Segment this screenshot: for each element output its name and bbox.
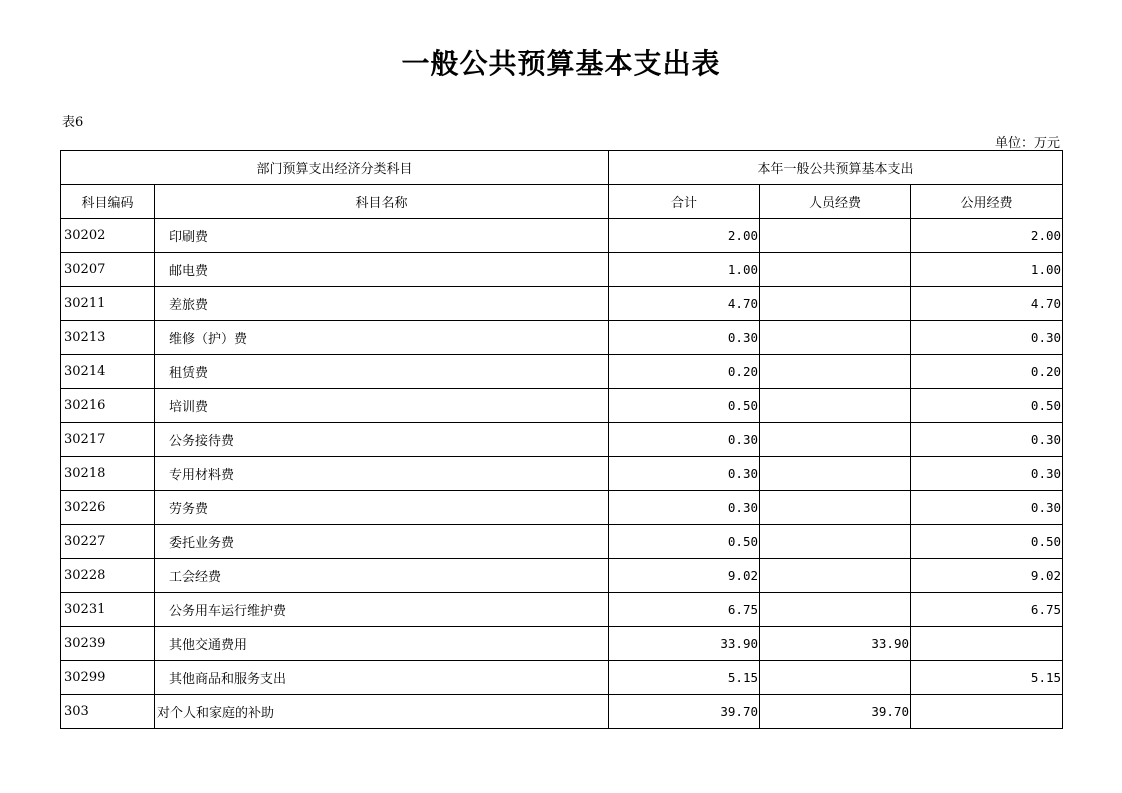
row-public: 0.20	[911, 355, 1063, 389]
table-row	[61, 491, 1063, 525]
row-code: 30217	[61, 423, 155, 457]
row-personnel	[760, 219, 911, 253]
row-code: 30213	[61, 321, 155, 355]
header-column-row	[61, 185, 1063, 219]
row-name: 租赁费	[155, 355, 609, 389]
row-personnel	[760, 457, 911, 491]
row-name: 其他交通费用	[155, 627, 609, 661]
header-group-row	[61, 151, 1063, 185]
row-public: 0.30	[911, 491, 1063, 525]
row-total: 0.30	[609, 423, 760, 457]
budget-table	[60, 150, 1063, 729]
table-row	[61, 525, 1063, 559]
row-name: 专用材料费	[155, 457, 609, 491]
row-total: 5.15	[609, 661, 760, 695]
row-personnel: 39.70	[760, 695, 911, 729]
row-public: 0.50	[911, 525, 1063, 559]
header-name: 科目名称	[155, 185, 609, 219]
row-name: 印刷费	[155, 219, 609, 253]
row-name: 公务用车运行维护费	[155, 593, 609, 627]
row-code: 30228	[61, 559, 155, 593]
row-name: 培训费	[155, 389, 609, 423]
row-total: 0.30	[609, 491, 760, 525]
row-code: 30231	[61, 593, 155, 627]
row-total: 2.00	[609, 219, 760, 253]
row-public: 1.00	[911, 253, 1063, 287]
table-row	[61, 593, 1063, 627]
row-public	[911, 627, 1063, 661]
row-code: 30202	[61, 219, 155, 253]
row-code: 30207	[61, 253, 155, 287]
table-number: 表6	[62, 115, 84, 130]
row-name: 委托业务费	[155, 525, 609, 559]
row-code: 30211	[61, 287, 155, 321]
row-public: 5.15	[911, 661, 1063, 695]
table-row	[61, 355, 1063, 389]
row-total: 0.30	[609, 457, 760, 491]
row-personnel	[760, 491, 911, 525]
row-public: 0.30	[911, 457, 1063, 491]
row-personnel	[760, 321, 911, 355]
row-personnel: 33.90	[760, 627, 911, 661]
row-code: 30239	[61, 627, 155, 661]
row-name: 劳务费	[155, 491, 609, 525]
row-name: 公务接待费	[155, 423, 609, 457]
row-total: 9.02	[609, 559, 760, 593]
row-public: 9.02	[911, 559, 1063, 593]
row-personnel	[760, 593, 911, 627]
row-total: 0.30	[609, 321, 760, 355]
row-public	[911, 695, 1063, 729]
row-code: 30227	[61, 525, 155, 559]
row-code: 30299	[61, 661, 155, 695]
header-total: 合计	[609, 185, 760, 219]
row-total: 6.75	[609, 593, 760, 627]
header-basic-expenditure: 本年一般公共预算基本支出	[609, 151, 1063, 185]
table-row	[61, 661, 1063, 695]
header-classification: 部门预算支出经济分类科目	[61, 151, 609, 185]
row-public: 6.75	[911, 593, 1063, 627]
row-personnel	[760, 287, 911, 321]
row-total: 1.00	[609, 253, 760, 287]
table-row	[61, 423, 1063, 457]
row-code: 303	[61, 695, 155, 729]
row-personnel	[760, 525, 911, 559]
row-name: 工会经费	[155, 559, 609, 593]
header-personnel: 人员经费	[760, 185, 911, 219]
row-personnel	[760, 389, 911, 423]
row-total: 4.70	[609, 287, 760, 321]
row-personnel	[760, 355, 911, 389]
row-public: 2.00	[911, 219, 1063, 253]
row-public: 0.30	[911, 321, 1063, 355]
row-name: 其他商品和服务支出	[155, 661, 609, 695]
row-total: 0.20	[609, 355, 760, 389]
row-code: 30226	[61, 491, 155, 525]
table-row	[61, 695, 1063, 729]
table-row	[61, 219, 1063, 253]
page-title: 一般公共预算基本支出表	[401, 47, 721, 80]
row-name: 差旅费	[155, 287, 609, 321]
row-total: 33.90	[609, 627, 760, 661]
row-name: 邮电费	[155, 253, 609, 287]
row-personnel	[760, 423, 911, 457]
row-name: 维修（护）费	[155, 321, 609, 355]
row-total: 0.50	[609, 525, 760, 559]
row-code: 30216	[61, 389, 155, 423]
row-public: 4.70	[911, 287, 1063, 321]
row-code: 30214	[61, 355, 155, 389]
row-code: 30218	[61, 457, 155, 491]
table-row	[61, 457, 1063, 491]
table-row	[61, 253, 1063, 287]
table-row	[61, 559, 1063, 593]
table-row	[61, 389, 1063, 423]
header-public: 公用经费	[911, 185, 1063, 219]
row-name: 对个人和家庭的补助	[155, 695, 609, 729]
table-row	[61, 321, 1063, 355]
row-public: 0.50	[911, 389, 1063, 423]
row-total: 39.70	[609, 695, 760, 729]
row-total: 0.50	[609, 389, 760, 423]
row-public: 0.30	[911, 423, 1063, 457]
table-row	[61, 627, 1063, 661]
row-personnel	[760, 661, 911, 695]
table-row	[61, 287, 1063, 321]
unit-label: 单位：万元	[994, 136, 1060, 151]
header-code: 科目编码	[61, 185, 155, 219]
row-personnel	[760, 253, 911, 287]
row-personnel	[760, 559, 911, 593]
